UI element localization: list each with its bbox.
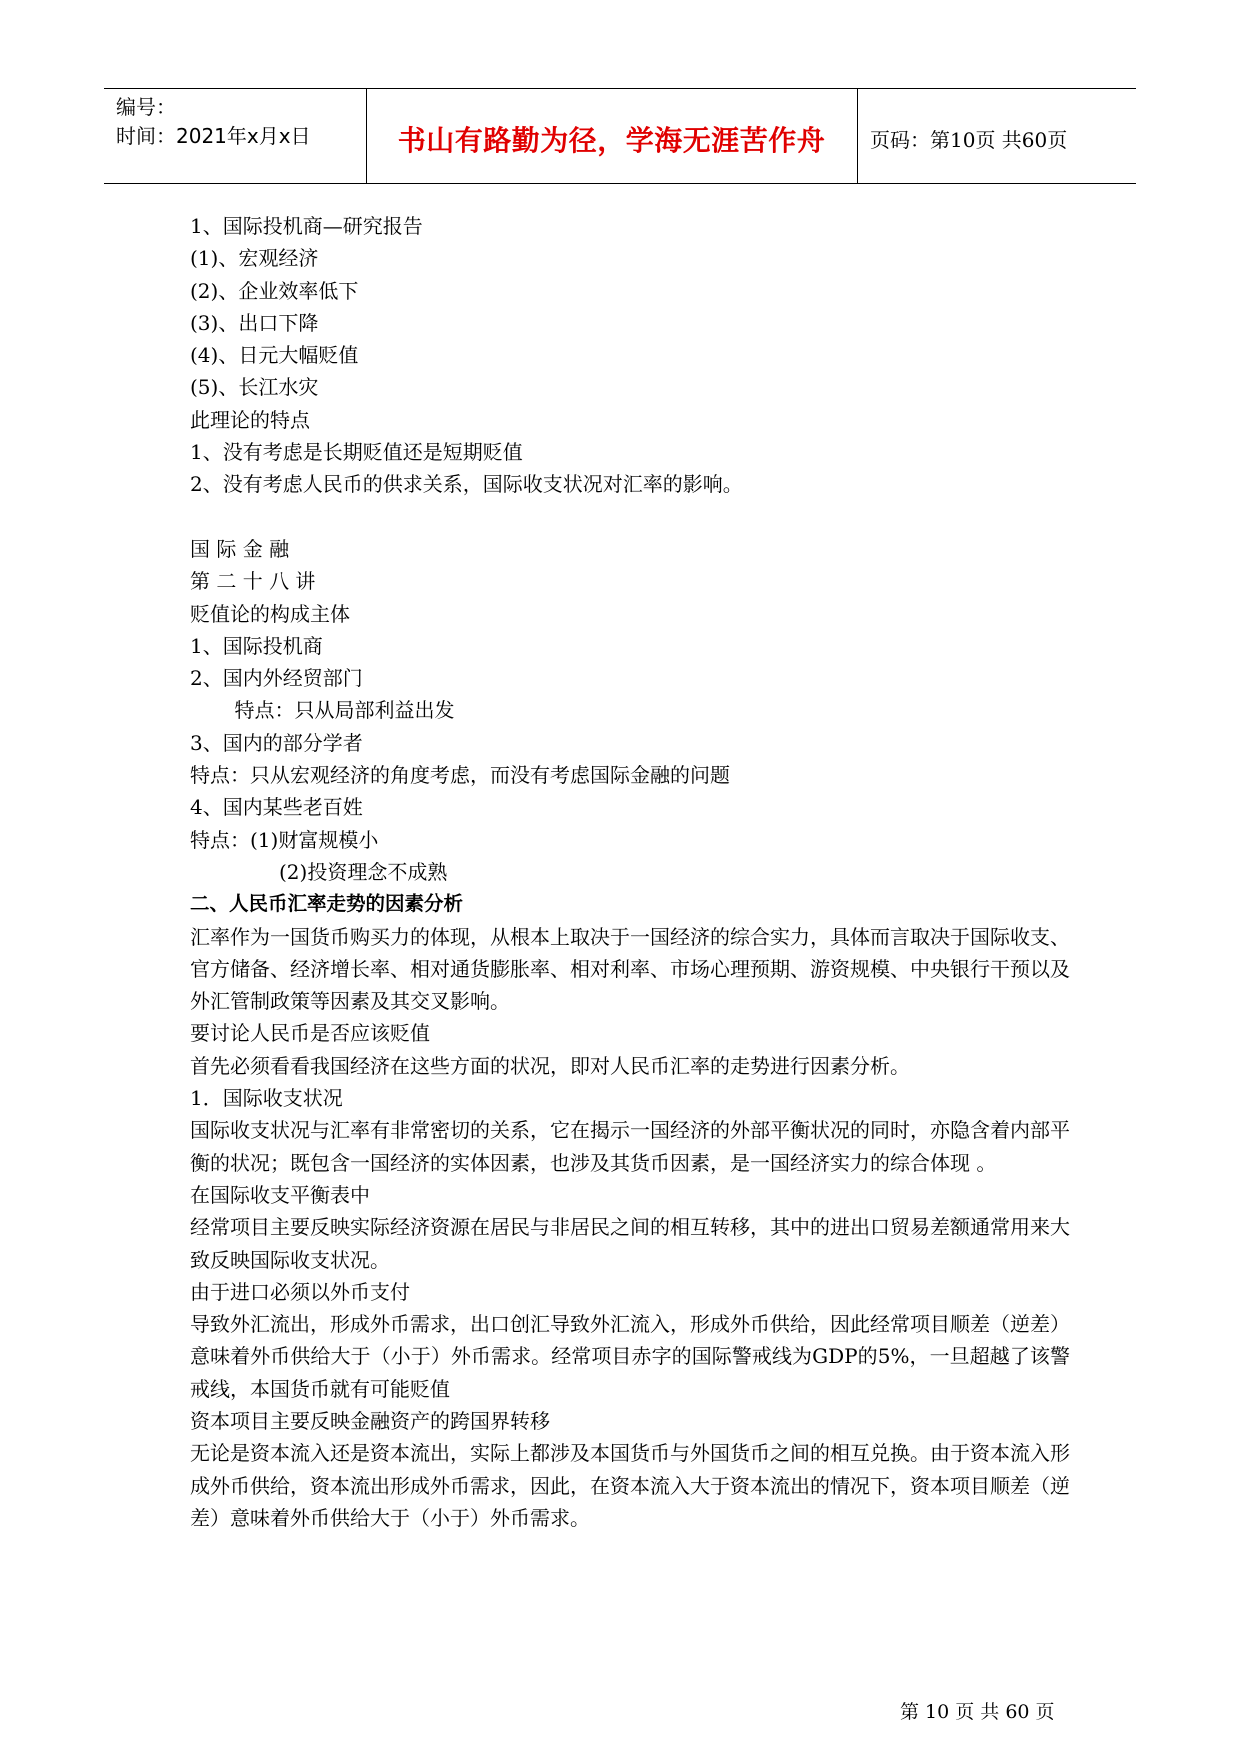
- document-body: [190, 210, 1070, 1534]
- header-left: [116, 93, 311, 151]
- paragraph: 无论是资本流入还是资本流出，实际上都涉及本国货币与外国货币之间的相互兑换。由于资本流入形成外币供给，资本流出形成外币需求，因此，在资本流入大于资本流出的情况下，资本项目顺差（逆差）意味着外币供给大于（小于）外币需求。: [190, 1441, 1070, 1530]
- paragraph: 导致外汇流出，形成外币需求，出口创汇导致外汇流入，形成外币供给，因此经常项目顺差（逆差）意味着外币供给大于（小于）外币需求。经常项目赤字的国际警戒线为GDP的5%，一旦超越了该警戒线，本国货币就有可能贬值: [190, 1312, 1070, 1401]
- text-line: 特点：(1)财富规模小: [190, 827, 379, 852]
- header-page-info: 页码：第10页 共60页: [870, 128, 1068, 152]
- header-divider: [857, 89, 858, 183]
- section-heading: 二、人民币汇率走势的因素分析: [190, 892, 464, 916]
- text-line: 特点：只从宏观经济的角度考虑，而没有考虑国际金融的问题: [190, 763, 730, 788]
- text-line: 贬值论的构成主体: [190, 601, 350, 626]
- text-line: 国 际 金 融: [190, 536, 290, 561]
- text-line: (1)、宏观经济: [190, 246, 319, 271]
- text-line: 此理论的特点: [190, 407, 310, 432]
- page-footer: 第 10 页 共 60 页: [900, 1701, 1055, 1723]
- text-line: 特点：只从局部利益出发: [190, 698, 455, 723]
- text-line: 1、国际投机商—研究报告: [190, 214, 423, 238]
- text-line: 4、国内某些老百姓: [190, 795, 363, 820]
- text-line: (2)投资理念不成熟: [190, 859, 448, 884]
- paragraph: 资本项目主要反映金融资产的跨国界转移: [190, 1408, 550, 1433]
- text-line: (2)、企业效率低下: [190, 278, 359, 303]
- paragraph: 1．国际收支状况: [190, 1086, 343, 1111]
- paragraph: 在国际收支平衡表中: [190, 1182, 370, 1207]
- doc-number-label: 编号：: [116, 95, 176, 119]
- page-header: [104, 88, 1136, 184]
- text-line: 第 二 十 八 讲: [190, 569, 316, 594]
- paragraph: 经常项目主要反映实际经济资源在居民与非居民之间的相互转移，其中的进出口贸易差额通常用来大致反映国际收支状况。: [190, 1215, 1070, 1272]
- header-motto: 书山有路勤为径，学海无涯苦作舟: [397, 124, 826, 157]
- text-line: (5)、长江水灾: [190, 375, 319, 400]
- blank-line: [190, 501, 1070, 533]
- doc-date: 时间：2021年x月x日: [116, 124, 311, 148]
- text-line: (3)、出口下降: [190, 310, 319, 335]
- paragraph: 汇率作为一国货币购买力的体现，从根本上取决于一国经济的综合实力，具体而言取决于国际收支、官方储备、经济增长率、相对通货膨胀率、相对利率、市场心理预期、游资规模、中央银行干预以及外汇管制政策等因素及其交叉影响。: [190, 924, 1070, 1014]
- text-line: 2、国内外经贸部门: [190, 666, 363, 691]
- paragraph: 由于进口必须以外币支付: [190, 1279, 410, 1304]
- text-line: (4)、日元大幅贬值: [190, 343, 359, 368]
- text-line: 3、国内的部分学者: [190, 730, 363, 755]
- paragraph: 要讨论人民币是否应该贬值: [190, 1021, 430, 1046]
- text-line: 1、国际投机商: [190, 633, 323, 658]
- text-line: 1、没有考虑是长期贬值还是短期贬值: [190, 440, 523, 465]
- paragraph: 首先必须看看我国经济在这些方面的状况，即对人民币汇率的走势进行因素分析。: [190, 1053, 910, 1078]
- paragraph: 国际收支状况与汇率有非常密切的关系，它在揭示一国经济的外部平衡状况的同时，亦隐含着内部平衡的状况；既包含一国经济的实体因素，也涉及其货币因素，是一国经济实力的综合体现 。: [190, 1118, 1070, 1175]
- text-line: 2、没有考虑人民币的供求关系，国际收支状况对汇率的影响。: [190, 472, 743, 497]
